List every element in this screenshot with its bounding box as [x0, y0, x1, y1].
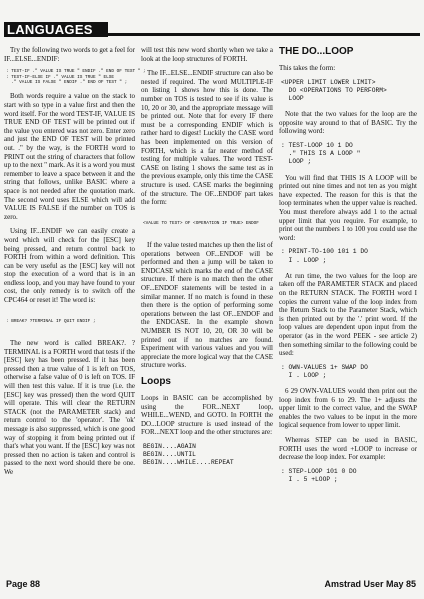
column-3 — [279, 46, 417, 491]
paragraph: The IF...ELSE...ENDIF structure can also be nested if required. The word MULTIPLE-IF on listing 1 shows how this is done. The number on TOS is tested to see if its value is 10, 20 or 30, and the appropriate message will be printed out. Note that for every IF there must be a corresponding ENDIF which is rather hard to digest! Luckily the CASE word has been implemented on this version of FORTH, which is a far neater method of testing for multiple values. The word TEST-CASE on listing 1 shows the same test as in the previous example, only this time the CASE structure is used. CASE marks the beginning of the structure. The OF...ENDOF part takes the form: — [141, 69, 273, 207]
code-listing: : TEST-LOOP 10 1 DO ." THIS IS A LOOP " LOOP ; — [281, 141, 361, 166]
paragraph: If the value tested matches up then the list of operations between OF...ENDOF will be performed and then a jump will be taken to ENDCASE which marks the end of the CASE structure. If there is no match then the other OF...ENDOF statements will be tested in a similar manner. If no match is found in these then there is the option of performing some operations between the last OF...ENDOF and the ENDCASE. In the example shown NUMBER IS NOT 10, 20, OR 30 will be printed out if no matches are found. Experiment with various values and you will appreciate the more logical way that the CASE structure works. — [141, 241, 273, 370]
paragraph: The new word is called BREAK?. ?TERMINAL is a FORTH word that tests if the [ESC] key has been pressed. If it has been pressed then a true value of 1 is left on TOS, otherwise a false value of 0 is left on TOS. IF will then test this value. If it is true (i.e. the [ESC] key was pressed) then the word QUIT will operate. This will clear the RETURN STACK (not the PARAMETER stack) and return control to the 'operator'. The 'ok' message is also suppressed, which is one good way of stopping it from being printed out if that's what you want. If the [ESC] key was not pressed then no action is taken and control is passed to the next word should there be one. We — [4, 339, 135, 476]
magazine-issue: Amstrad User May 85 — [324, 579, 416, 589]
code-listing: <VALUE TO TEST> OF <OPERATION IF TRUE> ENDOF — [143, 220, 259, 226]
paragraph: This takes the form: — [279, 64, 336, 72]
column-2 — [141, 46, 273, 475]
paragraph: You will find that THIS IS A LOOP will be printed out nine times and not ten as you might have expected. The reason for this is that the loop terminates when the upper value is reached. You must therefore always add 1 to the actual upper limit that you require. For example, to print out the numbers 1 to 100 you could use the word: — [279, 173, 417, 242]
paragraph: Loops in BASIC can be accomplished by using the FOR...NEXT loop, WHILE...WEND, and GOTO. In FORTH the DO...LOOP structure is used instead of the FOR...NEXT loop and the other structures are: — [141, 394, 273, 437]
subheading-loops: Loops — [141, 376, 171, 387]
code-listing: : PRINT-TO-100 101 1 DO I . LOOP ; — [281, 248, 368, 264]
column-1 — [4, 46, 146, 483]
paragraph: Note that the two values for the loop are the opposite way around to that of BASIC. Try the following word: — [279, 110, 417, 136]
paragraph: Using IF...ENDIF we can easily create a word which will check for the [ESC] key being pressed, and return control back to FORTH from within a word definition. This can be very useful as the [ESC] key will not stop the execution of a word that is in an endless loop, and you may have found to your cost, the only remedy is to switch off the CPC464 or reset it! The word is: — [4, 227, 135, 305]
section-header — [0, 0, 424, 44]
code-listing: : BREAK? ?TERMINAL IF QUIT ENDIF ; — [6, 318, 96, 324]
page-number: Page 88 — [6, 579, 41, 589]
paragraph: will test this new word shortly when we take a look at the loop structures of FORTH. — [141, 46, 273, 63]
code-listing: : OWN-VALUES 1+ SWAP DO I . LOOP ; — [281, 363, 368, 379]
code-listing: BEGIN....AGAIN BEGIN....UNTIL BEGIN....WHILE....REPEAT — [143, 442, 234, 467]
subheading-doloop: THE DO...LOOP — [279, 46, 354, 57]
section-title: LANGUAGES — [7, 22, 93, 37]
code-listing: : TEST-IF ." VALUE IS TRUE " ENDIF ." END OF TEST " ; : TEST-IF-ELSE IF ." VALUE IS TRUE " ELSE ." VALUE IS FALSE " ENDIF ." END OF TEST " ; — [6, 69, 146, 85]
paragraph: At run time, the two values for the loop are taken off the PARAMETER STACK and placed on the RETURN STACK. The FORTH word I copies the current value of the loop index from the Return Stack to the Parameter Stack, which is then printed out by the '.' print word. If the loop values are dependent upon input from the operator (as in the word PEEK - see article 2) then something similar to the following could be used: — [279, 271, 417, 358]
code-listing: <UPPER LIMIT LOWER LIMIT> DO <OPERATIONS TO PERFORM> LOOP — [281, 78, 387, 102]
paragraph: Both words require a value on the stack to start with so type in a value first and then the word itself. For the word TEST-IF, VALUE IS TRUE END OF TEST will be printed out if the value you entered was not zero. Enter zero and just the END OF TEST will be printed out. ." by the way, is the FORTH word to PRINT out the string of characters that follow up to the next " mark. As it is a word you must remember to leave a space between it and the string that follows, unlike BASIC where a space is not needed after the quotation mark. The second word uses ELSE which will add VALUE IS FALSE if the number on TOS is zero. — [4, 92, 135, 221]
paragraph: Try the following two words to get a feel for IF...ELSE...ENDIF: — [4, 46, 135, 63]
paragraph: 6 29 OWN-VALUES would then print out the loop index from 6 to 29. The 1+ adjusts the upper limit to the correct value, and the SWAP enables the two values to be input in the more logical sequence from lower to upper limit. — [279, 387, 417, 430]
code-listing: : STEP-LOOP 101 0 DO I . 5 +LOOP ; — [281, 467, 357, 484]
paragraph: Whereas STEP can be used in BASIC, FORTH uses the word +LOOP to increase or decrease the loop index. For example: — [279, 436, 417, 462]
